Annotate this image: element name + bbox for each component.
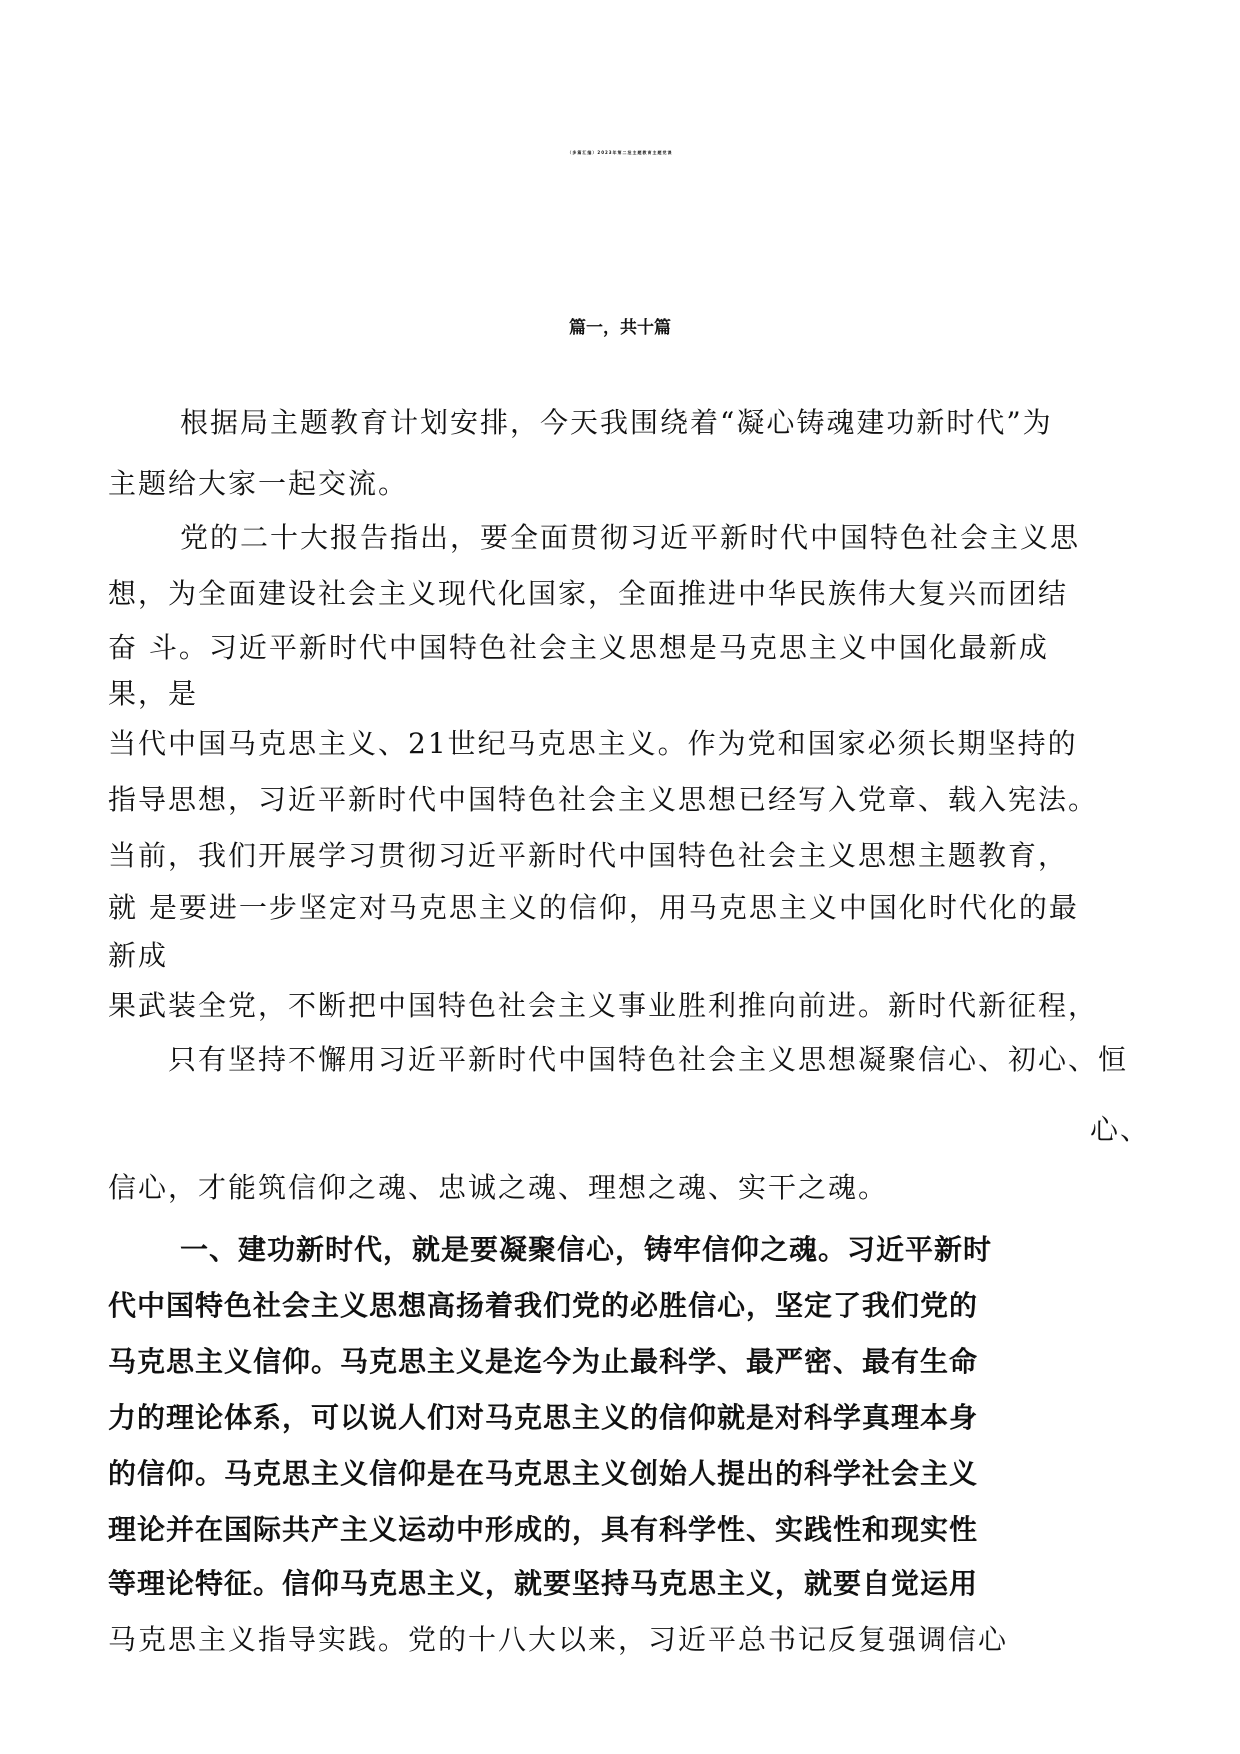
- paragraph-line: 马克思主义指导实践。党的十八大以来，习近平总书记反复强调信心: [108, 1623, 1009, 1656]
- paragraph-line: 当代中国马克思主义、21世纪马克思主义。作为党和国家必须长期坚持的: [108, 727, 1078, 760]
- document-title: （多篇汇编）2023年第二批主题教育主题党课: [567, 150, 673, 155]
- bold-paragraph-line: 一、建功新时代，就是要凝聚信心，铸牢信仰之魂。习近平新时: [180, 1233, 993, 1266]
- paragraph-line: 就 是要进一步坚定对马克思主义的信仰，用马克思主义中国化时代化的最: [108, 891, 1079, 924]
- paragraph-line: 当前，我们开展学习贯彻习近平新时代中国特色社会主义思想主题教育，: [108, 839, 1069, 872]
- paragraph-line: 信心，才能筑信仰之魂、忠诚之魂、理想之魂、实干之魂。: [108, 1171, 889, 1204]
- paragraph-line: 果武装全党，不断把中国特色社会主义事业胜利推向前进。新时代新征程，: [108, 989, 1099, 1022]
- paragraph-line: 新成: [108, 939, 169, 972]
- section-label: 篇一，共十篇: [569, 318, 671, 338]
- paragraph-line: 主题给大家一起交流。: [108, 467, 409, 500]
- paragraph-line: 党的二十大报告指出，要全面贯彻习近平新时代中国特色社会主义思: [180, 521, 1081, 554]
- bold-paragraph-line: 等理论特征。信仰马克思主义，就要坚持马克思主义，就要自觉运用: [108, 1567, 979, 1600]
- paragraph-line: 想，为全面建设社会主义现代化国家，全面推进中华民族伟大复兴而团结: [108, 577, 1069, 610]
- bold-paragraph-line: 马克思主义信仰。马克思主义是迄今为止最科学、最严密、最有生命: [108, 1345, 979, 1378]
- bold-paragraph-line: 代中国特色社会主义思想高扬着我们党的必胜信心，坚定了我们党的: [108, 1289, 979, 1322]
- paragraph-line: 只有坚持不懈用习近平新时代中国特色社会主义思想凝聚信心、初心、恒: [168, 1043, 1129, 1076]
- paragraph-line: 心、: [1090, 1113, 1151, 1146]
- paragraph-line: 指导思想，习近平新时代中国特色社会主义思想已经写入党章、载入宪法。: [108, 783, 1099, 816]
- bold-paragraph-line: 理论并在国际共产主义运动中形成的，具有科学性、实践性和现实性: [108, 1513, 979, 1546]
- bold-paragraph-line: 力的理论体系，可以说人们对马克思主义的信仰就是对科学真理本身: [108, 1401, 979, 1434]
- paragraph-line: 果，是: [108, 677, 199, 710]
- bold-paragraph-line: 的信仰。马克思主义信仰是在马克思主义创始人提出的科学社会主义: [108, 1457, 979, 1490]
- paragraph-line: 奋 斗。习近平新时代中国特色社会主义思想是马克思主义中国化最新成: [108, 631, 1049, 664]
- paragraph-line: 根据局主题教育计划安排，今天我围绕着“凝心铸魂建功新时代”为: [180, 406, 1053, 439]
